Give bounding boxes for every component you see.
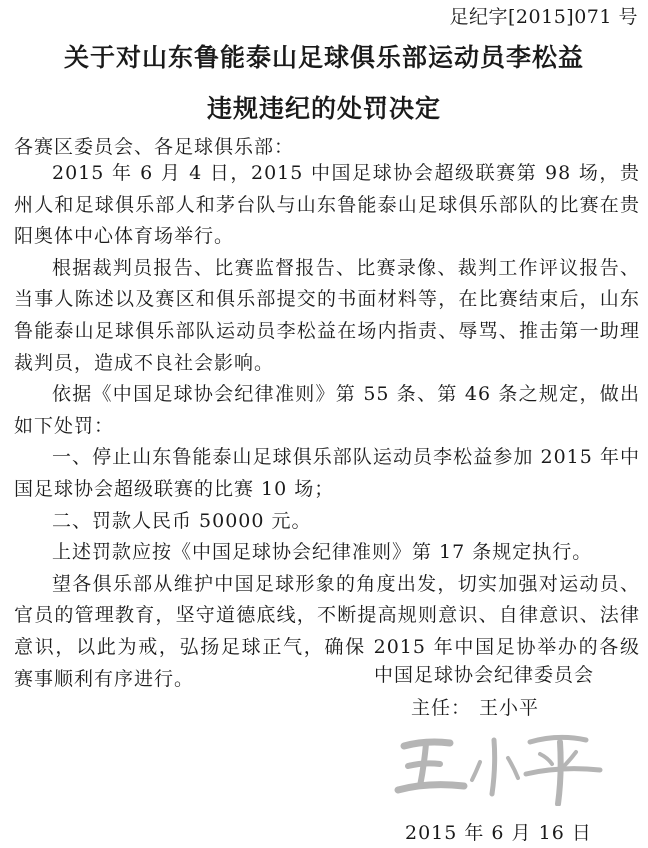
salutation: 各赛区委员会、各足球俱乐部： (14, 136, 295, 158)
paragraph-exhortation: 望各俱乐部从维护中国足球形象的角度出发，切实加强对运动员、官员的管理教育，坚守道德底线，不断提高规则意识、自律意识、法律意识，以此为戒，弘扬足球正气，确保 2015 年中国足协举办的各级赛事顺利有序进行。 (14, 572, 640, 690)
paragraph-penalty-fine: 二、罚款人民币 50000 元。 (52, 509, 312, 532)
director-line (411, 693, 539, 720)
paragraph-fine-execution: 上述罚款应按《中国足球协会纪律准则》第 17 条规定执行。 (52, 541, 593, 564)
paragraph-penalty-suspension: 一、停止山东鲁能泰山足球俱乐部队运动员李松益参加 2015 年中国足球协会超级联赛的比赛 10 场； (14, 446, 640, 500)
paragraph-findings: 根据裁判员报告、比赛监督报告、比赛录像、裁判工作评议报告、当事人陈述以及赛区和俱乐部提交的书面材料等，在比赛结束后，山东鲁能泰山足球俱乐部队运动员李松益在场内指责、辱骂、推击第一助理裁判员，造成不良社会影响。 (14, 256, 640, 374)
issuing-committee: 中国足球协会纪律委员会 (374, 664, 595, 686)
document-number: 足纪字[2015]071 号 (449, 6, 638, 28)
paragraph-legal-basis: 依据《中国足球协会纪律准则》第 55 条、第 46 条之规定，做出如下处罚： (14, 383, 640, 437)
director-label: 主任： (411, 697, 472, 719)
director-name: 王小平 (479, 697, 540, 719)
paragraph-match-info: 2015 年 6 月 4 日，2015 中国足球协会超级联赛第 98 场，贵州人和足球俱乐部人和茅台队与山东鲁能泰山足球俱乐部队的比赛在贵阳奥体中心体育场举行。 (14, 162, 640, 248)
document-title-line-1: 关于对山东鲁能泰山足球俱乐部运动员李松益 (63, 43, 584, 72)
document-title-line-2: 违规违纪的处罚决定 (206, 94, 441, 123)
handwritten-signature (390, 724, 620, 806)
document-body (14, 158, 640, 695)
issue-date: 2015 年 6 月 16 日 (405, 822, 592, 844)
